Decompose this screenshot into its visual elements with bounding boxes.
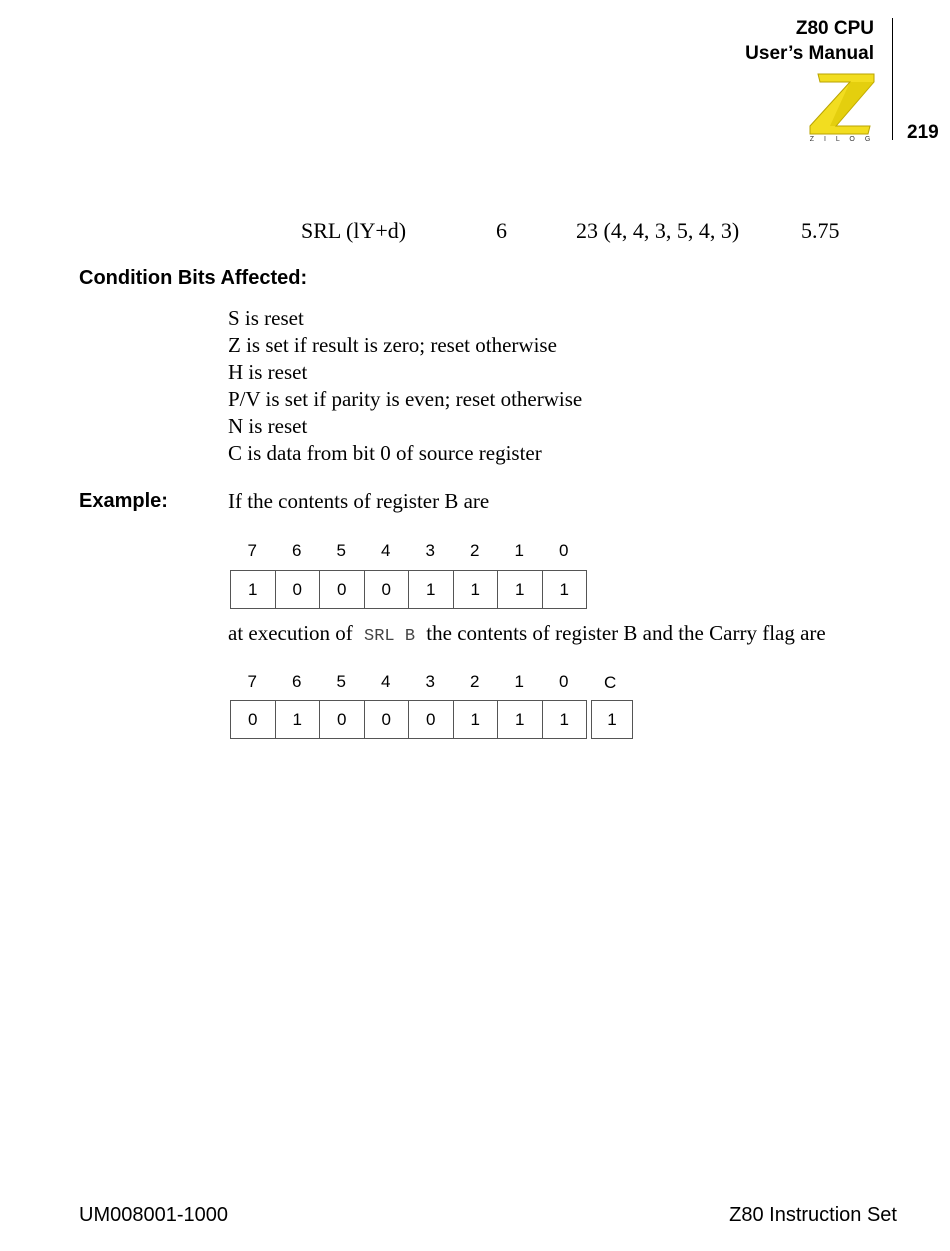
bit-label: 7: [247, 672, 257, 691]
page-number: 219: [907, 122, 939, 143]
manual-title-line1: Z80 CPU: [795, 18, 874, 39]
instruction-code: SRL B: [364, 627, 416, 646]
bit-label: 1: [514, 672, 524, 691]
bit-label: 3: [425, 672, 435, 691]
bit-label: 0: [559, 541, 569, 560]
timing-instruction: SRL (lY+d): [301, 218, 407, 243]
bit-label: 6: [292, 541, 302, 560]
condition-bits-list: [228, 305, 582, 467]
timing-t-states: 23 (4, 4, 3, 5, 4, 3): [576, 218, 740, 243]
bit-label: 4: [381, 672, 391, 691]
bit-label: 5: [336, 672, 346, 691]
register-bit-cell: 1: [543, 700, 588, 739]
register-bit-cell: 0: [365, 570, 410, 609]
condition-item-s: S is reset: [228, 306, 304, 330]
register-bit-cell: 0: [231, 700, 276, 739]
manual-title-line2: User’s Manual: [745, 43, 874, 64]
condition-item-n: N is reset: [228, 414, 308, 438]
bit-label: 2: [470, 541, 480, 560]
register-bit-cell: 0: [276, 570, 321, 609]
timing-time: 5.75: [801, 218, 840, 243]
footer-doc-id: UM008001-1000: [79, 1204, 228, 1226]
register-bit-cell: 1: [543, 570, 588, 609]
timing-m-cycles: 6: [496, 218, 507, 243]
register-bit-cell: 1: [231, 570, 276, 609]
bit-label: 5: [336, 541, 346, 560]
bit-label: 3: [425, 541, 435, 560]
bit-labels-before: [230, 541, 586, 561]
carry-flag-cell: 1: [591, 700, 633, 739]
register-bit-cell: 0: [320, 700, 365, 739]
svg-text:Z I L O G: Z I L O G: [809, 136, 875, 143]
register-b-after: [230, 700, 587, 739]
register-bit-cell: 1: [454, 700, 499, 739]
example-intro: If the contents of register B are: [228, 489, 490, 513]
execution-text-after: the contents of register B and the Carry flag are: [426, 621, 826, 645]
execution-text-before: at execution of: [228, 621, 353, 645]
bit-label: 6: [292, 672, 302, 691]
register-bit-cell: 0: [409, 700, 454, 739]
example-heading: Example:: [79, 490, 168, 512]
condition-item-h: H is reset: [228, 360, 308, 384]
condition-bits-heading: Condition Bits Affected:: [79, 267, 308, 289]
bit-label: 0: [559, 672, 569, 691]
bit-labels-after: [230, 672, 586, 692]
bit-label: 1: [514, 541, 524, 560]
carry-flag-label: C: [604, 673, 617, 692]
footer-section: Z80 Instruction Set: [729, 1204, 897, 1226]
register-bit-cell: 1: [498, 570, 543, 609]
zilog-logo-icon: [804, 68, 880, 144]
bit-label: 4: [381, 541, 391, 560]
execution-sentence: [228, 621, 826, 646]
register-bit-cell: 0: [365, 700, 410, 739]
condition-item-z: Z is set if result is zero; reset otherwise: [228, 333, 557, 357]
bit-label: 7: [247, 541, 257, 560]
register-bit-cell: 0: [320, 570, 365, 609]
register-bit-cell: 1: [454, 570, 499, 609]
bit-label: 2: [470, 672, 480, 691]
register-bit-cell: 1: [409, 570, 454, 609]
manual-title: [745, 16, 874, 66]
condition-item-c: C is data from bit 0 of source register: [228, 441, 542, 465]
register-b-before: [230, 570, 587, 609]
header-divider: [892, 18, 893, 140]
register-bit-cell: 1: [276, 700, 321, 739]
condition-item-pv: P/V is set if parity is even; reset otherwise: [228, 387, 583, 411]
register-bit-cell: 1: [498, 700, 543, 739]
